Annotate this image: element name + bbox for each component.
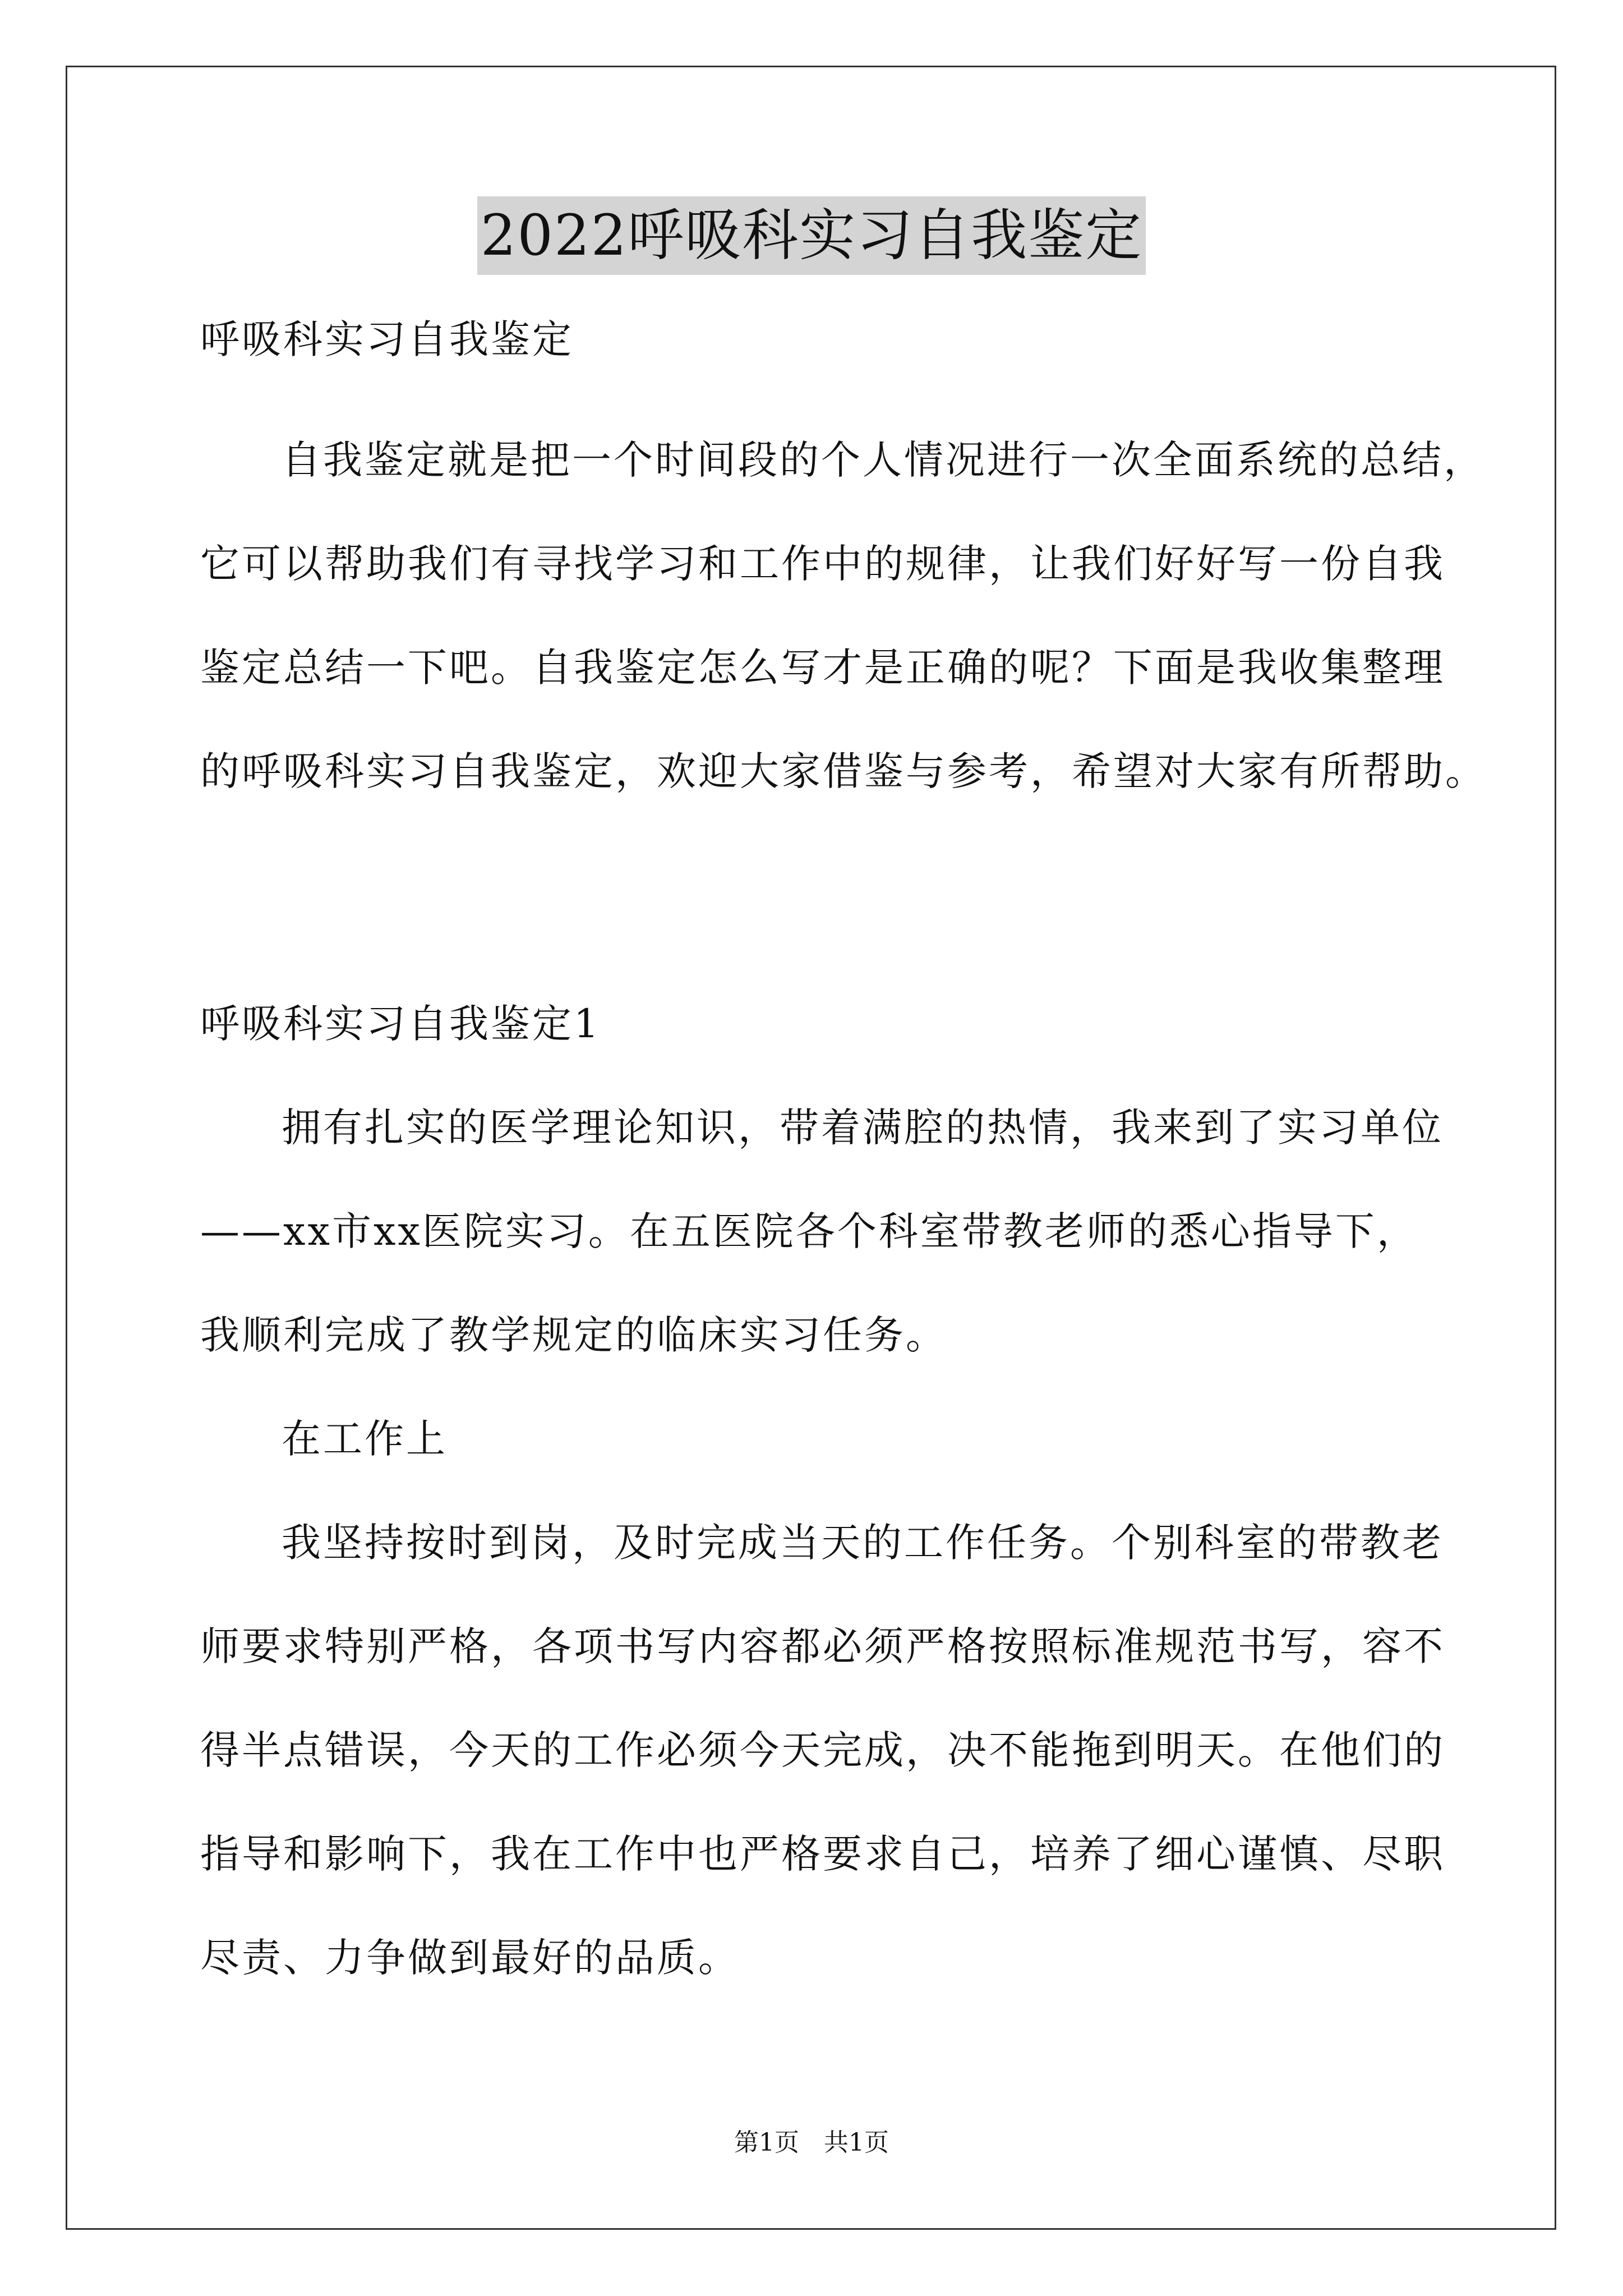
paragraph-line: 的呼吸科实习自我鉴定，欢迎大家借鉴与参考，希望对大家有所帮助。 [200, 748, 1487, 794]
paragraph-line: 我坚持按时到岗，及时完成当天的工作任务。个别科室的带教老 [282, 1520, 1444, 1566]
paragraph-line: 拥有扎实的医学理论知识，带着满腔的热情，我来到了实习单位 [282, 1105, 1444, 1151]
paragraph-line: 师要求特别严格，各项书写内容都必须严格按照标准规范书写，容不 [200, 1623, 1445, 1669]
section-heading: 呼吸科实习自我鉴定 [200, 316, 574, 362]
paragraph-line: 鉴定总结一下吧。自我鉴定怎么写才是正确的呢？下面是我收集整理 [200, 645, 1445, 691]
paragraph-line: 尽责、力争做到最好的品质。 [200, 1935, 740, 1981]
paragraph-line: 自我鉴定就是把一个时间段的个人情况进行一次全面系统的总结， [282, 437, 1485, 483]
paragraph-line: 我顺利完成了教学规定的临床实习任务。 [200, 1312, 947, 1358]
subheading: 在工作上 [282, 1416, 448, 1462]
section-heading: 呼吸科实习自我鉴定1 [200, 1001, 601, 1047]
paragraph-line: 指导和影响下，我在工作中也严格要求自己，培养了细心谨慎、尽职 [200, 1831, 1445, 1877]
paragraph-line: 得半点错误，今天的工作必须今天完成，决不能拖到明天。在他们的 [200, 1727, 1445, 1773]
paragraph-line: 它可以帮助我们有寻找学习和工作中的规律，让我们好好写一份自我 [200, 541, 1445, 587]
paragraph-line: ——xx市xx医院实习。在五医院各个科室带教老师的悉心指导下， [200, 1208, 1418, 1254]
page-footer: 第1页 共1页 [734, 2128, 889, 2157]
document-title: 2022呼吸科实习自我鉴定 [477, 196, 1146, 275]
title-container [0, 196, 1623, 275]
